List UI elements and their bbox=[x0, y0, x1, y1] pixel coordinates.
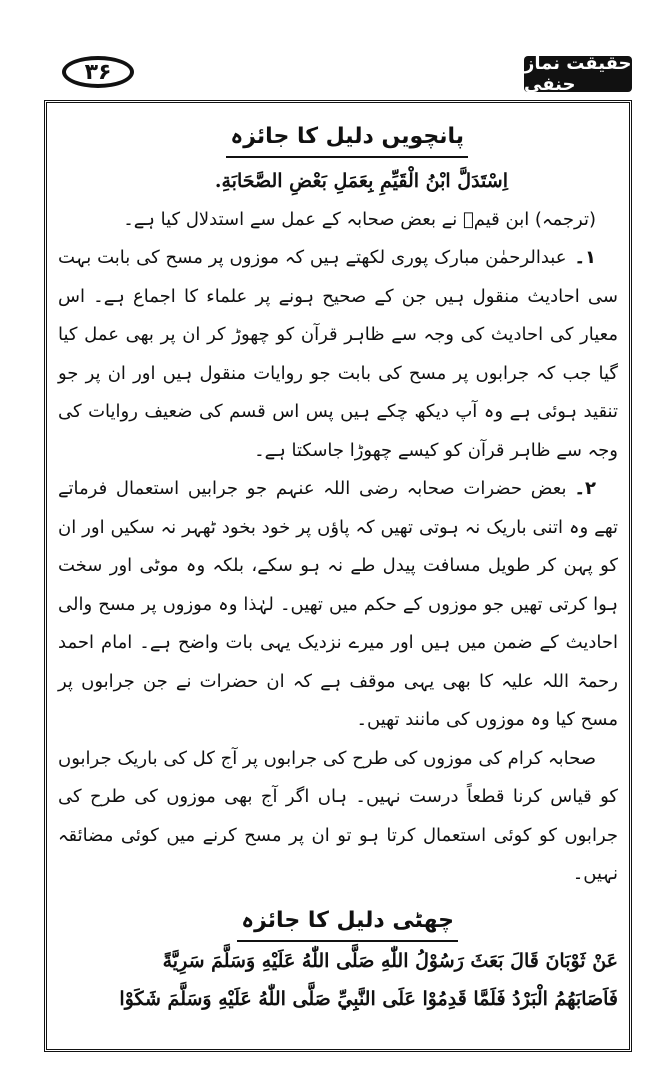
section-heading-sixth-argument: چھٹی دلیل کا جائزہ bbox=[237, 902, 458, 942]
page-number: ۳۶ bbox=[62, 56, 134, 88]
point-2-text: بعض حضرات صحابہ رضی اللہ عنہم جو جرابیں استعمال فرماتے تھے وہ اتنی باریک نہ ہوتی تھیں کہ پاؤں پر خود بخود ٹھہر نہ سکیں اور ان کو پہن کر طویل مسافت پیدل طے نہ ہو سکے، بلکہ وہ موٹی اور سخت ہوا کرتی تھیں جو موزوں کے حکم میں تھیں۔ لہٰذا وہ موزوں پر مسح والی احادیث کے ضمن میں ہیں اور میرے نزدیک یہی بات واضح ہے۔ امام احمد رحمۃ اللہ علیہ کا بھی یہی موقف ہے کہ ان حضرات نے جن جرابوں پر مسح کیا وہ موزوں کی مانند تھیں۔ bbox=[58, 478, 618, 730]
point-1-paragraph bbox=[58, 239, 618, 470]
point-1-number: ۱۔ bbox=[574, 247, 596, 268]
heading-5-wrap bbox=[58, 118, 618, 158]
book-title-badge: حقیقت نماز حنفی bbox=[524, 53, 632, 95]
point-1-text: عبدالرحمٰن مبارک پوری لکھتے ہیں کہ موزوں پر مسح کی بابت بہت سی احادیث منقول ہیں جن کے صحیح ہونے پر علماء کا اجماع ہے۔ اس معیار کی احادیث کی وجہ سے ظاہر قرآن کو چھوڑ کر ان پر بھی عمل کیا گیا جب کہ جرابوں پر مسح کی بابت جو روایات منقول ہیں اور ان پر جو تنقید ہوئی ہے وہ آپ دیکھ چکے ہیں پس اس قسم کی ضعیف روایات کی وجہ سے ظاہر قرآن کو کیسے چھوڑا جاسکتا ہے۔ bbox=[58, 247, 618, 461]
arabic-hadith-line-1: عَنْ ثَوْبَانَ قَالَ بَعَثَ رَسُوْلُ اللّٰهِ صَلَّى اللّٰهُ عَلَيْهِ وَسَلَّمَ سَرِيَّةً bbox=[162, 949, 618, 972]
page-content bbox=[58, 118, 618, 1019]
conclusion-paragraph: صحابہ کرام کی موزوں کی طرح کی جرابوں پر آج کل کی باریک جرابوں کو قیاس کرنا قطعاً درست نہیں۔ ہاں اگر آج بھی موزوں کی طرح کی جرابوں کو کوئی استعمال کرتا ہو تو ان پر مسح کرنے میں کوئی مضائقہ نہیں۔ bbox=[58, 747, 618, 884]
point-2-number: ۲۔ bbox=[574, 478, 596, 499]
point-2-paragraph bbox=[58, 470, 618, 740]
heading-6-wrap bbox=[58, 902, 618, 942]
translation-5: (ترجمہ) ابن قیمؒ نے بعض صحابہ کے عمل سے استدلال کیا ہے۔ bbox=[123, 208, 596, 230]
arabic-hadith-line-2: فَاَصَابَهُمُ الْبَرْدُ فَلَمَّا قَدِمُوْا عَلَى النَّبِيِّ صَلَّى اللّٰهُ عَلَيْهِ وَسَلَّمَ شَكَوْا bbox=[119, 988, 618, 1010]
arabic-quote-5: اِسْتَدَلَّ ابْنُ الْقَيِّمِ بِعَمَلِ بَعْضِ الصَّحَابَةِ. bbox=[214, 170, 508, 192]
section-heading-fifth-argument: پانچویں دلیل کا جائزہ bbox=[226, 118, 468, 158]
